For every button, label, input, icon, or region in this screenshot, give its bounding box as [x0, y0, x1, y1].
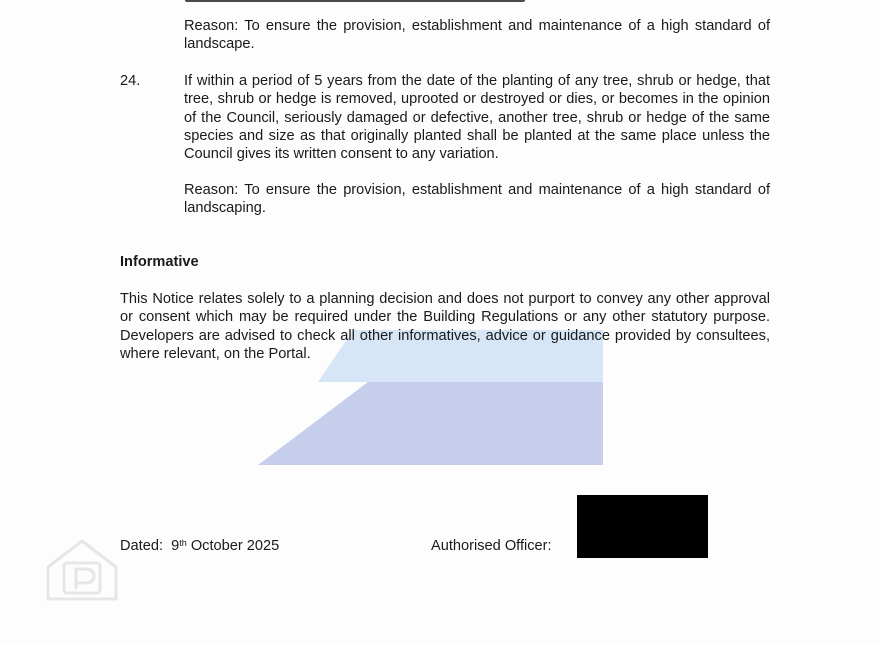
cut-off-text-line — [185, 0, 525, 2]
dated-line — [120, 537, 279, 555]
date-suffix: th — [179, 538, 187, 548]
condition-24-number: 24. — [120, 73, 141, 89]
signature-redaction — [577, 495, 708, 558]
informative-text: This Notice relates solely to a planning decision and does not purport to convey any other approval or consent which may be required under the Building Regulations or any other statutory purpose. Developers are advised to check all other informatives, advice or guidance provided by consultees, where relevant, on the Portal. — [120, 291, 770, 362]
condition-23-reason: Reason: To ensure the provision, establishment and maintenance of a high standard of landscape. — [184, 18, 770, 53]
condition-24-reason: Reason: To ensure the provision, establishment and maintenance of a high standard of landscaping. — [184, 182, 770, 217]
informative-heading: Informative — [120, 254, 199, 270]
condition-24-text: If within a period of 5 years from the date of the planting of any tree, shrub or hedge, that tree, shrub or hedge is removed, uprooted or destroyed or dies, or becomes in the opinion of the Council, seriously damaged or defective, another tree, shrub or hedge of the same species and size as that originally planted shall be planted at the same place unless the Council gives its written consent to any variation. — [184, 73, 770, 163]
authorised-officer-label: Authorised Officer: — [431, 538, 552, 554]
dated-label: Dated: — [120, 538, 163, 554]
date-rest: October 2025 — [190, 538, 280, 554]
date-day: 9 — [171, 538, 180, 554]
property-site-logo-icon — [44, 537, 120, 603]
